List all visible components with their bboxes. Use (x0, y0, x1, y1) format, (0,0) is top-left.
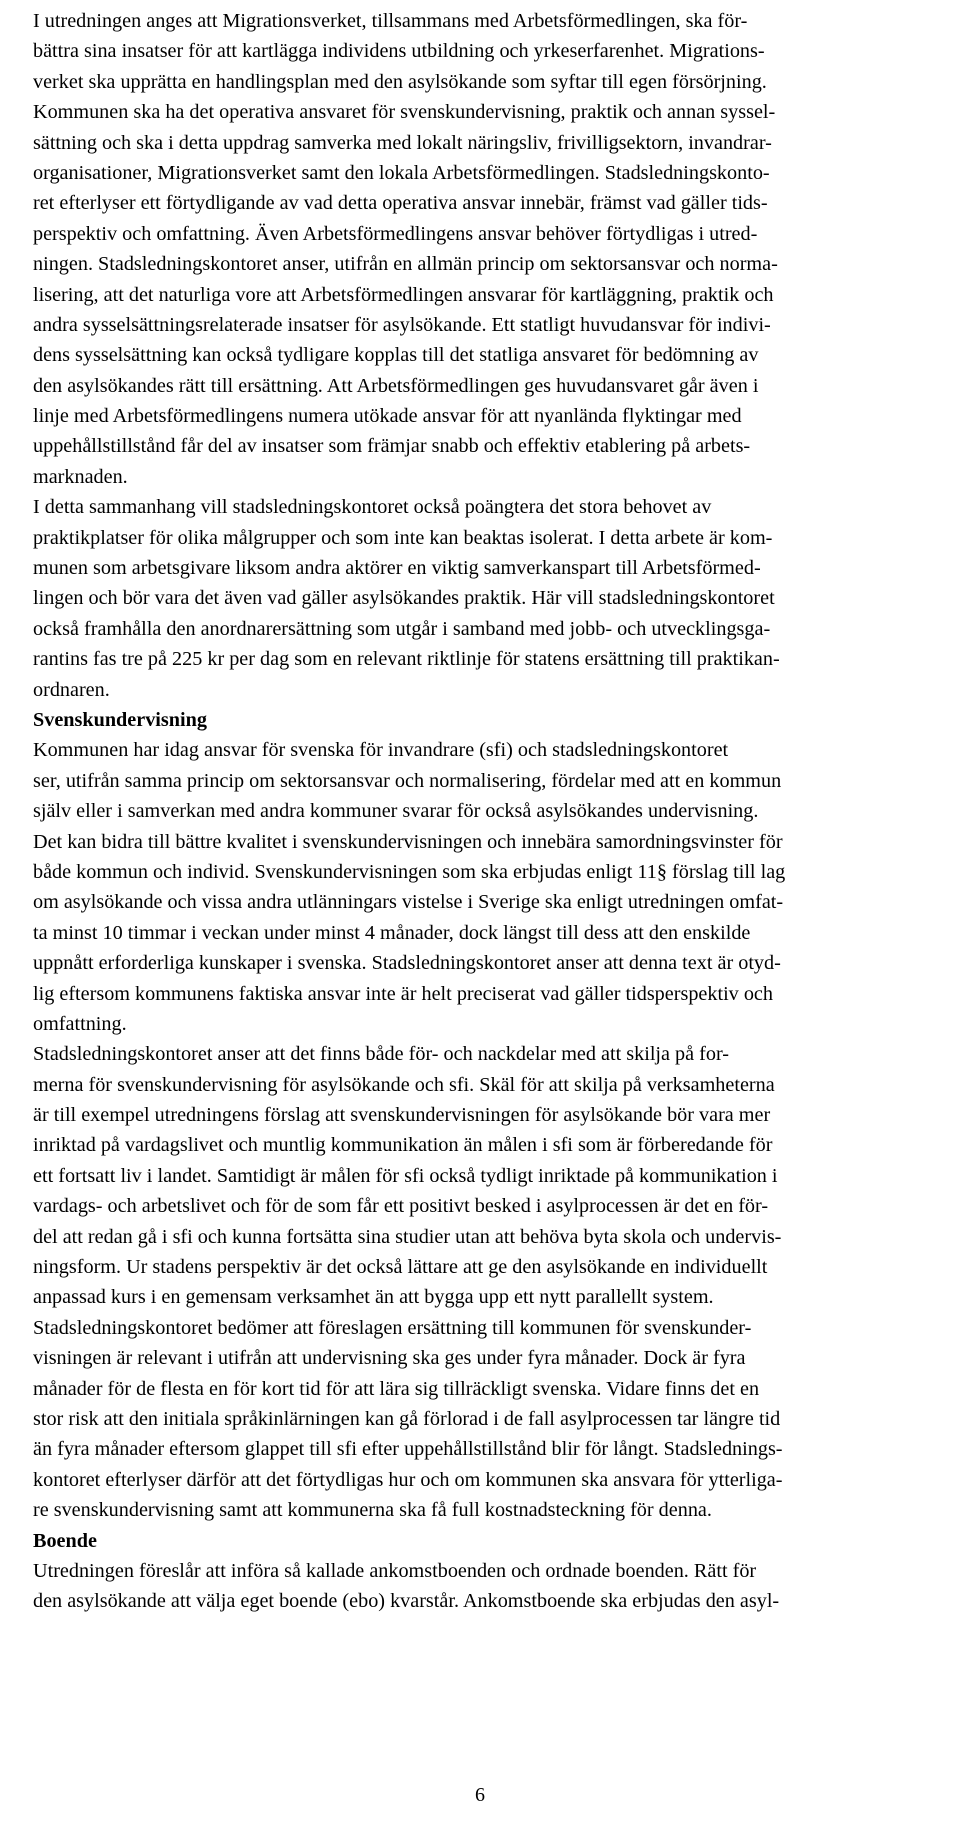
text-line: ret efterlyser ett förtydligande av vad detta operativa ansvar innebär, främst vad gäller tids- (33, 192, 768, 215)
text-line: lingen och bör vara det även vad gäller asylsökandes praktik. Här vill stadsledningskontoret (33, 587, 775, 610)
section-heading-boende: Boende (33, 1529, 97, 1552)
text-line: re svenskundervisning samt att kommunerna ska få full kostnadsteckning för denna. (33, 1499, 712, 1522)
text-line: både kommun och individ. Svenskundervisningen som ska erbjudas enligt 11§ förslag till lag (33, 860, 786, 883)
text-line: Kommunen ska ha det operativa ansvaret för svenskundervisning, praktik och annan syssel- (33, 101, 776, 124)
text-line: munen som arbetsgivare liksom andra aktörer en viktig samverkanspart till Arbetsförmed- (33, 557, 761, 580)
text-line: uppnått erforderliga kunskaper i svenska. Stadsledningskontoret anser att denna text är otyd- (33, 952, 781, 975)
text-line: om asylsökande och vissa andra utlänningars vistelse i Sverige ska enligt utredningen omfat- (33, 891, 784, 914)
text-line: kontoret efterlyser därför att det förtydligas hur och om kommunen ska ansvara för ytterliga- (33, 1468, 783, 1491)
document-body (33, 6, 939, 1617)
text-line: Det kan bidra till bättre kvalitet i svenskundervisningen och innebära samordningsvinster för (33, 830, 783, 853)
text-line: lig eftersom kommunens faktiska ansvar inte är helt preciserat vad gäller tidsperspektiv och (33, 982, 773, 1005)
text-line: visningen är relevant i utifrån att undervisning ska ges under fyra månader. Dock är fyra (33, 1347, 746, 1370)
text-line: anpassad kurs i en gemensam verksamhet än att bygga upp ett nytt parallellt system. (33, 1286, 714, 1309)
text-line: månader för de flesta en för kort tid för att lära sig tillräckligt svenska. Vidare finns det en (33, 1377, 760, 1400)
text-line: Kommunen har idag ansvar för svenska för invandrare (sfi) och stadsledningskontoret (33, 739, 729, 762)
text-line: organisationer, Migrationsverket samt den lokala Arbetsförmedlingen. Stadsledningskonto- (33, 161, 770, 184)
text-line: marknaden. (33, 465, 128, 488)
text-line: ta minst 10 timmar i veckan under minst 4 månader, dock längst till dess att den enskilde (33, 921, 751, 944)
text-line: del att redan gå i sfi och kunna fortsätta sina studier utan att behöva byta skola och undervis- (33, 1225, 782, 1248)
text-line: är till exempel utredningens förslag att svenskundervisningen för asylsökande bör vara mer (33, 1104, 771, 1127)
text-line: verket ska upprätta en handlingsplan med den asylsökande som syftar till egen försörjning. (33, 70, 767, 93)
text-line: sättning och ska i detta uppdrag samverka med lokalt näringsliv, frivilligsektorn, invandrar- (33, 131, 772, 154)
text-line: uppehållstillstånd får del av insatser som främjar snabb och effektiv etablering på arbets- (33, 435, 751, 458)
text-line: bättra sina insatser för att kartlägga individens utbildning och yrkeserfarenhet. Migrations- (33, 40, 765, 63)
text-line: Utredningen föreslår att införa så kallade ankomstboenden och ordnade boenden. Rätt för (33, 1559, 757, 1582)
text-line: merna för svenskundervisning för asylsökande och sfi. Skäl för att skilja på verksamheterna (33, 1073, 775, 1096)
text-line: ningen. Stadsledningskontoret anser, utifrån en allmän princip om sektorsansvar och norma- (33, 253, 778, 276)
text-line: dens sysselsättning kan också tydligare kopplas till det statliga ansvaret för bedömning av (33, 344, 759, 367)
text-line: också framhålla den anordnarersättning som utgår i samband med jobb- och utvecklingsga- (33, 617, 771, 640)
page-number: 6 (475, 1784, 485, 1806)
text-line: vardags- och arbetslivet och för de som får ett positivt besked i asylprocessen är det en för- (33, 1195, 769, 1218)
text-line: I detta sammanhang vill stadsledningskontoret också poängtera det stora behovet av (33, 496, 712, 519)
text-line: I utredningen anges att Migrationsverket, tillsammans med Arbetsförmedlingen, ska för- (33, 10, 748, 32)
text-line: perspektiv och omfattning. Även Arbetsförmedlingens ansvar behöver förtydligas i utred- (33, 222, 758, 245)
text-line: ett fortsatt liv i landet. Samtidigt är målen för sfi också tydligt inriktade på kommunikation i (33, 1164, 778, 1187)
text-line: omfattning. (33, 1012, 127, 1035)
text-line: ordnaren. (33, 678, 110, 701)
text-line: inriktad på vardagslivet och muntlig kommunikation än målen i sfi som är förberedande för (33, 1134, 773, 1157)
section-heading-svenskundervisning: Svenskundervisning (33, 708, 207, 731)
text-line: Stadsledningskontoret bedömer att föreslagen ersättning till kommunen för svenskunder- (33, 1316, 752, 1339)
text-line: ningsform. Ur stadens perspektiv är det också lättare att ge den asylsökande en individuellt (33, 1256, 768, 1279)
text-line: ser, utifrån samma princip om sektorsansvar och normalisering, fördelar med att en kommun (33, 769, 782, 792)
text-line: själv eller i samverkan med andra kommuner svarar för också asylsökandes undervisning. (33, 800, 759, 823)
text-line: rantins fas tre på 225 kr per dag som en relevant riktlinje för statens ersättning till praktikan- (33, 648, 780, 671)
text-line: den asylsökande att välja eget boende (ebo) kvarstår. Ankomstboende ska erbjudas den asyl- (33, 1590, 780, 1613)
text-line: linje med Arbetsförmedlingens numera utökade ansvar för att nyanlända flyktingar med (33, 405, 742, 428)
text-line: lisering, att det naturliga vore att Arbetsförmedlingen ansvarar för kartläggning, praktik och (33, 283, 774, 306)
text-line: praktikplatser för olika målgrupper och som inte kan beaktas isolerat. I detta arbete är kom- (33, 526, 773, 549)
text-line: den asylsökandes rätt till ersättning. Att Arbetsförmedlingen ges huvudansvaret går även i (33, 374, 759, 397)
text-line: andra sysselsättningsrelaterade insatser för asylsökande. Ett statligt huvudansvar för indivi- (33, 313, 771, 336)
text-line: än fyra månader eftersom glappet till sfi efter uppehållstillstånd blir för långt. Stadslednings- (33, 1438, 783, 1461)
text-line: Stadsledningskontoret anser att det finns både för- och nackdelar med att skilja på for- (33, 1043, 729, 1066)
text-line: stor risk att den initiala språkinlärningen kan gå förlorad i de fall asylprocessen tar längre tid (33, 1407, 781, 1430)
